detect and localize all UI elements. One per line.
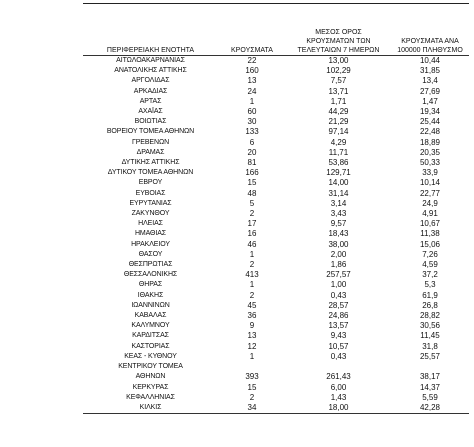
cases-cell: 6 <box>249 137 255 147</box>
cases-cell: 1 <box>249 96 255 106</box>
per100k-cell <box>391 362 469 372</box>
cases-cell: 160 <box>245 66 259 76</box>
table-row <box>83 66 469 76</box>
per100k-cell: 11,45 <box>420 331 440 341</box>
avg7-cell: 102,29 <box>326 66 351 76</box>
region-cell: ΘΕΣΣΑΛΟΝΙΚΗΣ <box>123 271 178 279</box>
table-row <box>83 321 469 331</box>
table-row <box>83 362 469 372</box>
region-cell: ΚΑΛΥΜΝΟΥ <box>131 322 170 330</box>
cases-cell: 22 <box>247 56 257 65</box>
table-row <box>83 117 469 127</box>
avg7-cell: 14,00 <box>328 178 349 188</box>
region-cell: ΗΡΑΚΛΕΙΟΥ <box>131 240 170 248</box>
avg7-cell: 13,00 <box>328 56 349 65</box>
cases-cell: 46 <box>247 239 257 249</box>
per100k-cell: 11,38 <box>420 229 440 239</box>
per100k-cell: 14,37 <box>419 382 441 392</box>
per100k-cell: 10,14 <box>419 178 441 188</box>
avg7-cell <box>286 362 391 372</box>
per100k-cell: 28,82 <box>419 311 441 321</box>
per100k-cell: 5,3 <box>424 280 436 290</box>
per100k-cell: 25,44 <box>419 117 441 127</box>
cases-cell: 12 <box>247 341 257 351</box>
table-row <box>83 331 469 341</box>
cases-cell: 20 <box>247 147 257 157</box>
avg7-cell: 13,57 <box>328 321 349 331</box>
region-cell: ΘΑΣΟΥ <box>138 250 163 258</box>
table-row <box>83 240 469 250</box>
region-cell: ΚΕΡΚΥΡΑΣ <box>132 383 169 391</box>
avg7-cell: 97,14 <box>328 127 349 137</box>
cases-cell: 9 <box>249 321 255 331</box>
cases-cell: 5 <box>249 198 255 208</box>
table-row <box>83 311 469 321</box>
table-row <box>83 291 469 301</box>
avg7-cell: 9,57 <box>330 219 347 229</box>
per100k-cell: 31,85 <box>419 66 441 76</box>
region-cell: ΑΙΤΩΛΟΑΚΑΡΝΑΝΙΑΣ <box>116 57 185 64</box>
header-cases-cell <box>218 4 286 46</box>
table-row <box>83 199 469 209</box>
table-row <box>83 301 469 311</box>
cases-cell: 2 <box>249 260 255 270</box>
avg7-cell: 11,71 <box>328 147 349 157</box>
avg7-cell: 31,14 <box>328 188 349 198</box>
region-cell: ΚΑΣΤΟΡΙΑΣ <box>131 342 170 350</box>
per100k-cell: 31,8 <box>422 341 438 351</box>
per100k-cell: 22,77 <box>419 188 441 198</box>
region-cell: ΑΡΓΟΛΙΔΑΣ <box>131 77 170 85</box>
table-row <box>83 56 469 67</box>
table-row <box>83 168 469 178</box>
cases-cell: 30 <box>247 117 257 127</box>
region-cell: ΚΑΒΑΛΑΣ <box>134 312 167 320</box>
avg7-cell: 18,00 <box>286 403 391 414</box>
header-avg7-cell <box>286 4 391 46</box>
region-cell: ΖΑΚΥΝΘΟΥ <box>131 210 170 218</box>
region-cell: ΚΙΛΚΙΣ <box>83 403 218 414</box>
table-row <box>83 342 469 352</box>
header-cases: ΚΡΟΥΣΜΑΤΑ <box>218 46 286 56</box>
header-avg7-line3: ΤΕΛΕΥΤΑΙΩΝ 7 ΗΜΕΡΩΝ <box>286 46 391 56</box>
region-cell: ΑΝΑΤΟΛΙΚΗΣ ΑΤΤΙΚΗΣ <box>114 67 187 75</box>
avg7-cell: 53,86 <box>328 158 349 168</box>
table-row <box>83 76 469 86</box>
region-cell: ΘΕΣΠΡΩΤΙΑΣ <box>128 261 173 269</box>
per100k-cell: 38,17 <box>419 372 441 382</box>
cases-cell: 133 <box>245 127 259 137</box>
avg7-cell: 2,00 <box>330 249 347 259</box>
per100k-cell: 25,57 <box>419 351 441 361</box>
table-row <box>83 209 469 219</box>
cases-cell: 413 <box>245 270 259 280</box>
cases-cell: 60 <box>247 107 257 117</box>
table-header <box>83 4 469 56</box>
avg7-cell: 1,43 <box>330 392 347 402</box>
cases-cell: 393 <box>245 372 259 382</box>
table-row <box>83 148 469 158</box>
avg7-cell: 21,29 <box>328 117 349 127</box>
region-cell: ΙΘΑΚΗΣ <box>137 291 164 299</box>
per100k-cell: 5,59 <box>422 392 438 402</box>
table-row <box>83 97 469 107</box>
per100k-cell: 61,9 <box>422 290 438 300</box>
avg7-cell: 24,86 <box>328 311 349 321</box>
header-avg7-line2: ΚΡΟΥΣΜΑΤΩΝ ΤΩΝ <box>306 38 371 45</box>
avg7-cell: 3,14 <box>330 198 347 208</box>
header-per100k-line1: ΚΡΟΥΣΜΑΤΑ ΑΝΑ <box>401 38 459 45</box>
header-avg7-line1: ΜΕΣΟΣ ΟΡΟΣ <box>315 29 362 36</box>
table-row <box>83 250 469 260</box>
avg7-cell: 261,43 <box>326 372 351 382</box>
table-row <box>83 372 469 382</box>
per100k-cell: 33,9 <box>422 168 438 178</box>
avg7-cell: 44,29 <box>328 107 349 117</box>
cases-cell: 36 <box>247 311 257 321</box>
avg7-cell: 1,86 <box>330 260 347 270</box>
table-row <box>83 189 469 199</box>
cases-cell: 34 <box>218 403 286 414</box>
region-cell: ΕΒΡΟΥ <box>138 179 163 187</box>
per100k-cell: 13,4 <box>422 76 438 86</box>
avg7-cell: 7,57 <box>330 76 347 86</box>
per100k-cell: 42,28 <box>391 403 469 414</box>
region-cell: ΑΘΗΝΩΝ <box>135 373 166 381</box>
table-row <box>83 229 469 239</box>
region-cell: ΕΥΡΥΤΑΝΙΑΣ <box>129 199 172 207</box>
table-row <box>83 280 469 290</box>
region-cell: ΘΗΡΑΣ <box>138 281 163 289</box>
region-cell: ΚΕΦΑΛΛΗΝΙΑΣ <box>126 393 175 401</box>
avg7-cell: 13,71 <box>328 86 349 96</box>
per100k-cell: 10,67 <box>419 219 441 229</box>
cases-cell: 1 <box>249 280 255 290</box>
region-cell: ΓΡΕΒΕΝΩΝ <box>131 138 170 146</box>
per100k-cell: 4,91 <box>422 209 438 219</box>
per100k-cell: 50,33 <box>419 158 441 168</box>
cases-cell: 15 <box>247 178 257 188</box>
cases-cell: 2 <box>249 209 255 219</box>
per100k-cell: 18,89 <box>419 137 441 147</box>
per100k-cell: 4,59 <box>422 260 438 270</box>
table-row <box>83 270 469 280</box>
region-cell: ΙΩΑΝΝΙΝΩΝ <box>131 301 170 309</box>
cases-cell: 16 <box>247 229 257 239</box>
table-row <box>83 87 469 97</box>
avg7-cell: 38,00 <box>328 239 349 249</box>
region-cell: ΚΑΡΔΙΤΣΑΣ <box>132 332 169 340</box>
table-row <box>83 127 469 137</box>
avg7-cell: 28,57 <box>328 300 349 310</box>
region-cell: ΔΥΤΙΚΗΣ ΑΤΤΙΚΗΣ <box>121 159 180 167</box>
region-cell: ΕΥΒΟΙΑΣ <box>135 189 166 197</box>
avg7-cell: 1,71 <box>330 96 347 106</box>
per100k-cell: 7,26 <box>422 249 438 259</box>
table-body <box>83 56 469 414</box>
table-row <box>83 178 469 188</box>
table-row <box>83 352 469 362</box>
table-row <box>83 260 469 270</box>
avg7-cell: 18,43 <box>328 229 349 239</box>
cases-cell: 48 <box>247 188 257 198</box>
avg7-cell: 6,00 <box>330 382 347 392</box>
cases-cell: 13 <box>247 331 257 341</box>
region-cell: ΔΡΑΜΑΣ <box>136 148 165 156</box>
per100k-cell: 19,34 <box>419 107 441 117</box>
per100k-cell: 24,9 <box>422 198 438 208</box>
header-region: ΠΕΡΙΦΕΡΕΙΑΚΗ ΕΝΟΤΗΤΑ <box>83 46 218 56</box>
table-row <box>83 383 469 393</box>
cases-cell <box>218 362 286 372</box>
per100k-cell: 20,35 <box>419 147 441 157</box>
table-row <box>83 138 469 148</box>
avg7-cell: 0,43 <box>330 290 347 300</box>
avg7-cell: 1,00 <box>330 280 347 290</box>
cases-cell: 81 <box>247 158 257 168</box>
avg7-cell: 3,43 <box>330 209 347 219</box>
per100k-cell: 27,69 <box>419 86 441 96</box>
cases-cell: 17 <box>247 219 257 229</box>
avg7-cell: 129,71 <box>326 168 351 178</box>
table-row <box>83 158 469 168</box>
region-cell: ΗΛΕΙΑΣ <box>138 220 163 228</box>
cases-cell: 166 <box>245 168 259 178</box>
per100k-cell: 37,2 <box>422 270 438 280</box>
cases-cell: 15 <box>247 382 257 392</box>
table-row <box>83 219 469 229</box>
table-row <box>83 393 469 403</box>
per100k-cell: 30,56 <box>419 321 441 331</box>
region-cell: ΚΕΝΤΡΙΚΟΥ ΤΟΜΕΑ <box>118 363 183 371</box>
cases-cell: 13 <box>247 76 257 86</box>
avg7-cell: 10,57 <box>328 341 349 351</box>
per100k-cell: 15,06 <box>419 239 441 249</box>
region-cell: ΗΜΑΘΙΑΣ <box>134 230 167 238</box>
cases-cell: 45 <box>247 300 257 310</box>
cases-cell: 2 <box>249 392 255 402</box>
avg7-cell: 257,57 <box>326 270 351 280</box>
per100k-cell: 22,48 <box>419 127 441 137</box>
avg7-cell: 4,29 <box>330 137 347 147</box>
table-row <box>83 107 469 117</box>
region-cell: ΒΟΡΕΙΟΥ ΤΟΜΕΑ ΑΘΗΝΩΝ <box>106 128 195 136</box>
region-cell: ΚΕΑΣ - ΚΥΘΝΟΥ <box>124 352 177 360</box>
cases-cell: 1 <box>249 351 255 361</box>
cases-cell: 2 <box>249 290 255 300</box>
header-per100k-line2: 100000 ΠΛΗΘΥΣΜΟ <box>391 46 469 56</box>
region-cell: ΑΡΤΑΣ <box>139 97 162 105</box>
per100k-cell: 10,44 <box>419 56 441 65</box>
avg7-cell: 9,43 <box>330 331 347 341</box>
avg7-cell: 0,43 <box>330 351 347 361</box>
regional-cases-table <box>83 4 469 414</box>
table-row <box>83 403 469 414</box>
per100k-cell: 26,8 <box>422 300 438 310</box>
region-cell: ΒΟΙΩΤΙΑΣ <box>134 118 167 126</box>
cases-cell: 24 <box>247 86 257 96</box>
region-cell: ΑΧΑΪΑΣ <box>138 108 163 116</box>
header-per100k-cell <box>391 4 469 46</box>
header-region-cell <box>83 4 218 46</box>
region-cell: ΔΥΤΙΚΟΥ ΤΟΜΕΑ ΑΘΗΝΩΝ <box>107 169 194 177</box>
cases-cell: 1 <box>249 249 255 259</box>
per100k-cell: 1,47 <box>422 96 438 106</box>
region-cell: ΑΡΚΑΔΙΑΣ <box>133 87 168 95</box>
